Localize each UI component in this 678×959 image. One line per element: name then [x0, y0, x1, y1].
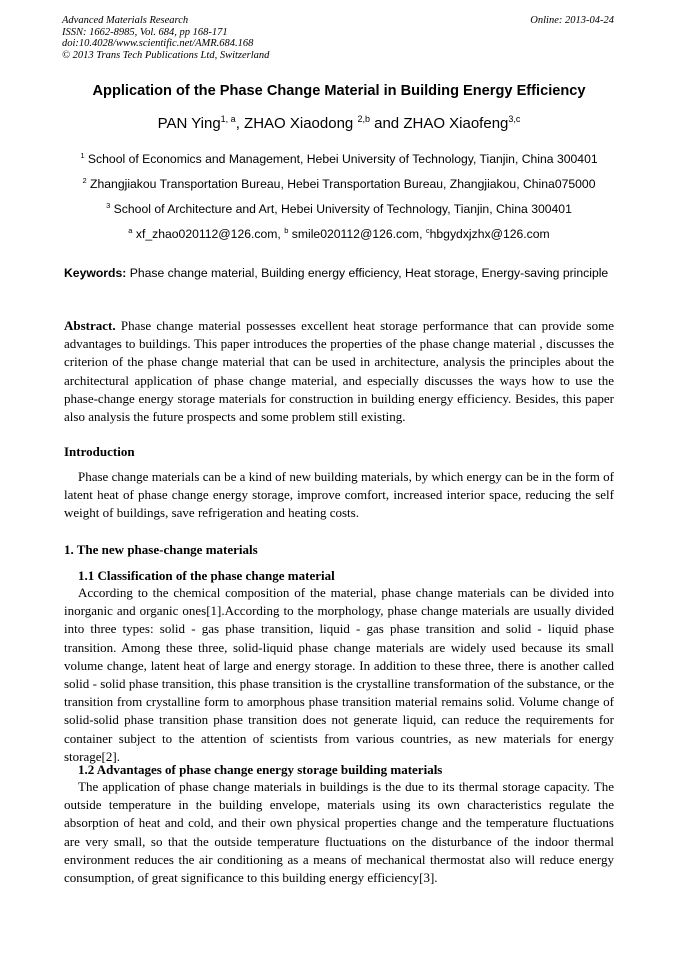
affiliation-sup: 3 [106, 201, 111, 210]
abstract-text: Phase change material possesses excellent heat storage performance that can provide some advantages to buildings. This paper introduces the properties of the phase change material , discusses the criterion of the phase change material that can be used in architecture, analysis the principles about the architectural application of phase change material, and especially discusses the ways how to use the phase-change energy storage materials for construction in building energy efficiency. Besides, this paper also analysis the future prospects and some problem still existing. [64, 318, 614, 425]
journal-header [62, 15, 269, 61]
keywords-label: Keywords: [64, 266, 127, 280]
issn: ISSN: 1662-8985, Vol. 684, pp 168-171 [62, 26, 228, 38]
email-sup: a [128, 226, 133, 235]
affiliation-3 [0, 202, 678, 217]
doi: doi:10.4028/www.scientific.net/AMR.684.168 [62, 38, 254, 49]
introduction-heading: Introduction [64, 444, 135, 459]
email-c[interactable]: hbgydxjzhx@126.com [429, 227, 550, 241]
affiliation-2 [0, 177, 678, 192]
affiliation-text: School of Architecture and Art, Hebei University of Technology, Tianjin, China 300401 [110, 202, 572, 216]
author-sep: , [235, 115, 245, 132]
affiliation-1 [0, 152, 678, 167]
author-name: ZHAO Xiaofeng [403, 115, 509, 132]
paper-title: Application of the Phase Change Material in Building Energy Efficiency [92, 83, 586, 99]
author-sep: and [369, 115, 404, 132]
author-sup: 1, a [220, 114, 236, 124]
section1-1-text: According to the chemical composition of the material, phase change materials can be divided into inorganic and organic ones[1].According to the morphology, phase change materials are usually divided into three types: solid - gas phase transition, liquid - gas phase transition and solid - liquid phase transition. Among these three, solid-liquid phase change materials are widely used because its small volume change, latent heat of large and energy storage. In addition to these three, there is another called solid - solid phase transition, this phase transition is the crystalline transformation of the substance, or the transition from crystalline form to amorphous phase transition material remains solid. Volume change of solid-solid phase transition phase transition does not generate liquid, can reduce the requirements for container subject to the attention of scientists from various countries, as new materials for energy storage[2]. [64, 585, 614, 764]
email-b[interactable]: smile020112@126.com, [288, 227, 426, 241]
author-list [0, 114, 678, 134]
online-date: Online: 2013-04-24 [530, 15, 614, 26]
author-sup: 3,c [508, 114, 521, 124]
affiliation-sup: 2 [82, 176, 87, 185]
introduction-text: Phase change materials can be a kind of new building materials, by which energy can be in the form of latent heat of phase change energy storage, improve comfort, increased interior space, reducing the self weight of buildings, save refrigeration and heating costs. [64, 469, 614, 521]
section1-2-text: The application of phase change materials in buildings is the due to its thermal storage capacity. The outside temperature in the building envelope, materials using its own characteristics regulate the absorption of heat and cold, and their own physical properties change and the temperature fluctuations are very small, so that the outside temperature fluctuations on the disturbance of the indoor thermal environment reduces the air conditioning as a means of mechanical thermostat also will reduce energy consumption, of great significance to this building energy efficiency[3]. [64, 779, 614, 886]
affiliation-sup: 1 [80, 151, 85, 160]
abstract [64, 317, 614, 426]
journal-name: Advanced Materials Research [62, 15, 189, 26]
affiliation-text: School of Economics and Management, Hebei University of Technology, Tianjin, China 300401 [84, 152, 598, 166]
keywords-text: Phase change material, Building energy efficiency, Heat storage, Energy-saving principle [126, 266, 609, 280]
keywords [64, 264, 614, 282]
email-list [0, 227, 678, 242]
section1-2-heading: 1.2 Advantages of phase change energy storage building materials [78, 762, 443, 777]
author-name: ZHAO Xiaodong [244, 115, 358, 132]
section1-heading: 1. The new phase-change materials [64, 542, 258, 557]
email-sup: c [425, 226, 430, 235]
author-sup: 2,b [357, 114, 370, 124]
email-a[interactable]: xf_zhao020112@126.com, [132, 227, 285, 241]
copyright: © 2013 Trans Tech Publications Ltd, Switzerland [62, 49, 270, 61]
email-sup: b [284, 226, 289, 235]
abstract-label: Abstract. [64, 318, 116, 333]
affiliation-text: Zhangjiakou Transportation Bureau, Hebei Transportation Bureau, Zhangjiakou, China075000 [86, 177, 596, 191]
author-name: PAN Ying [157, 115, 221, 132]
section1-1-heading: 1.1 Classification of the phase change material [78, 568, 335, 583]
